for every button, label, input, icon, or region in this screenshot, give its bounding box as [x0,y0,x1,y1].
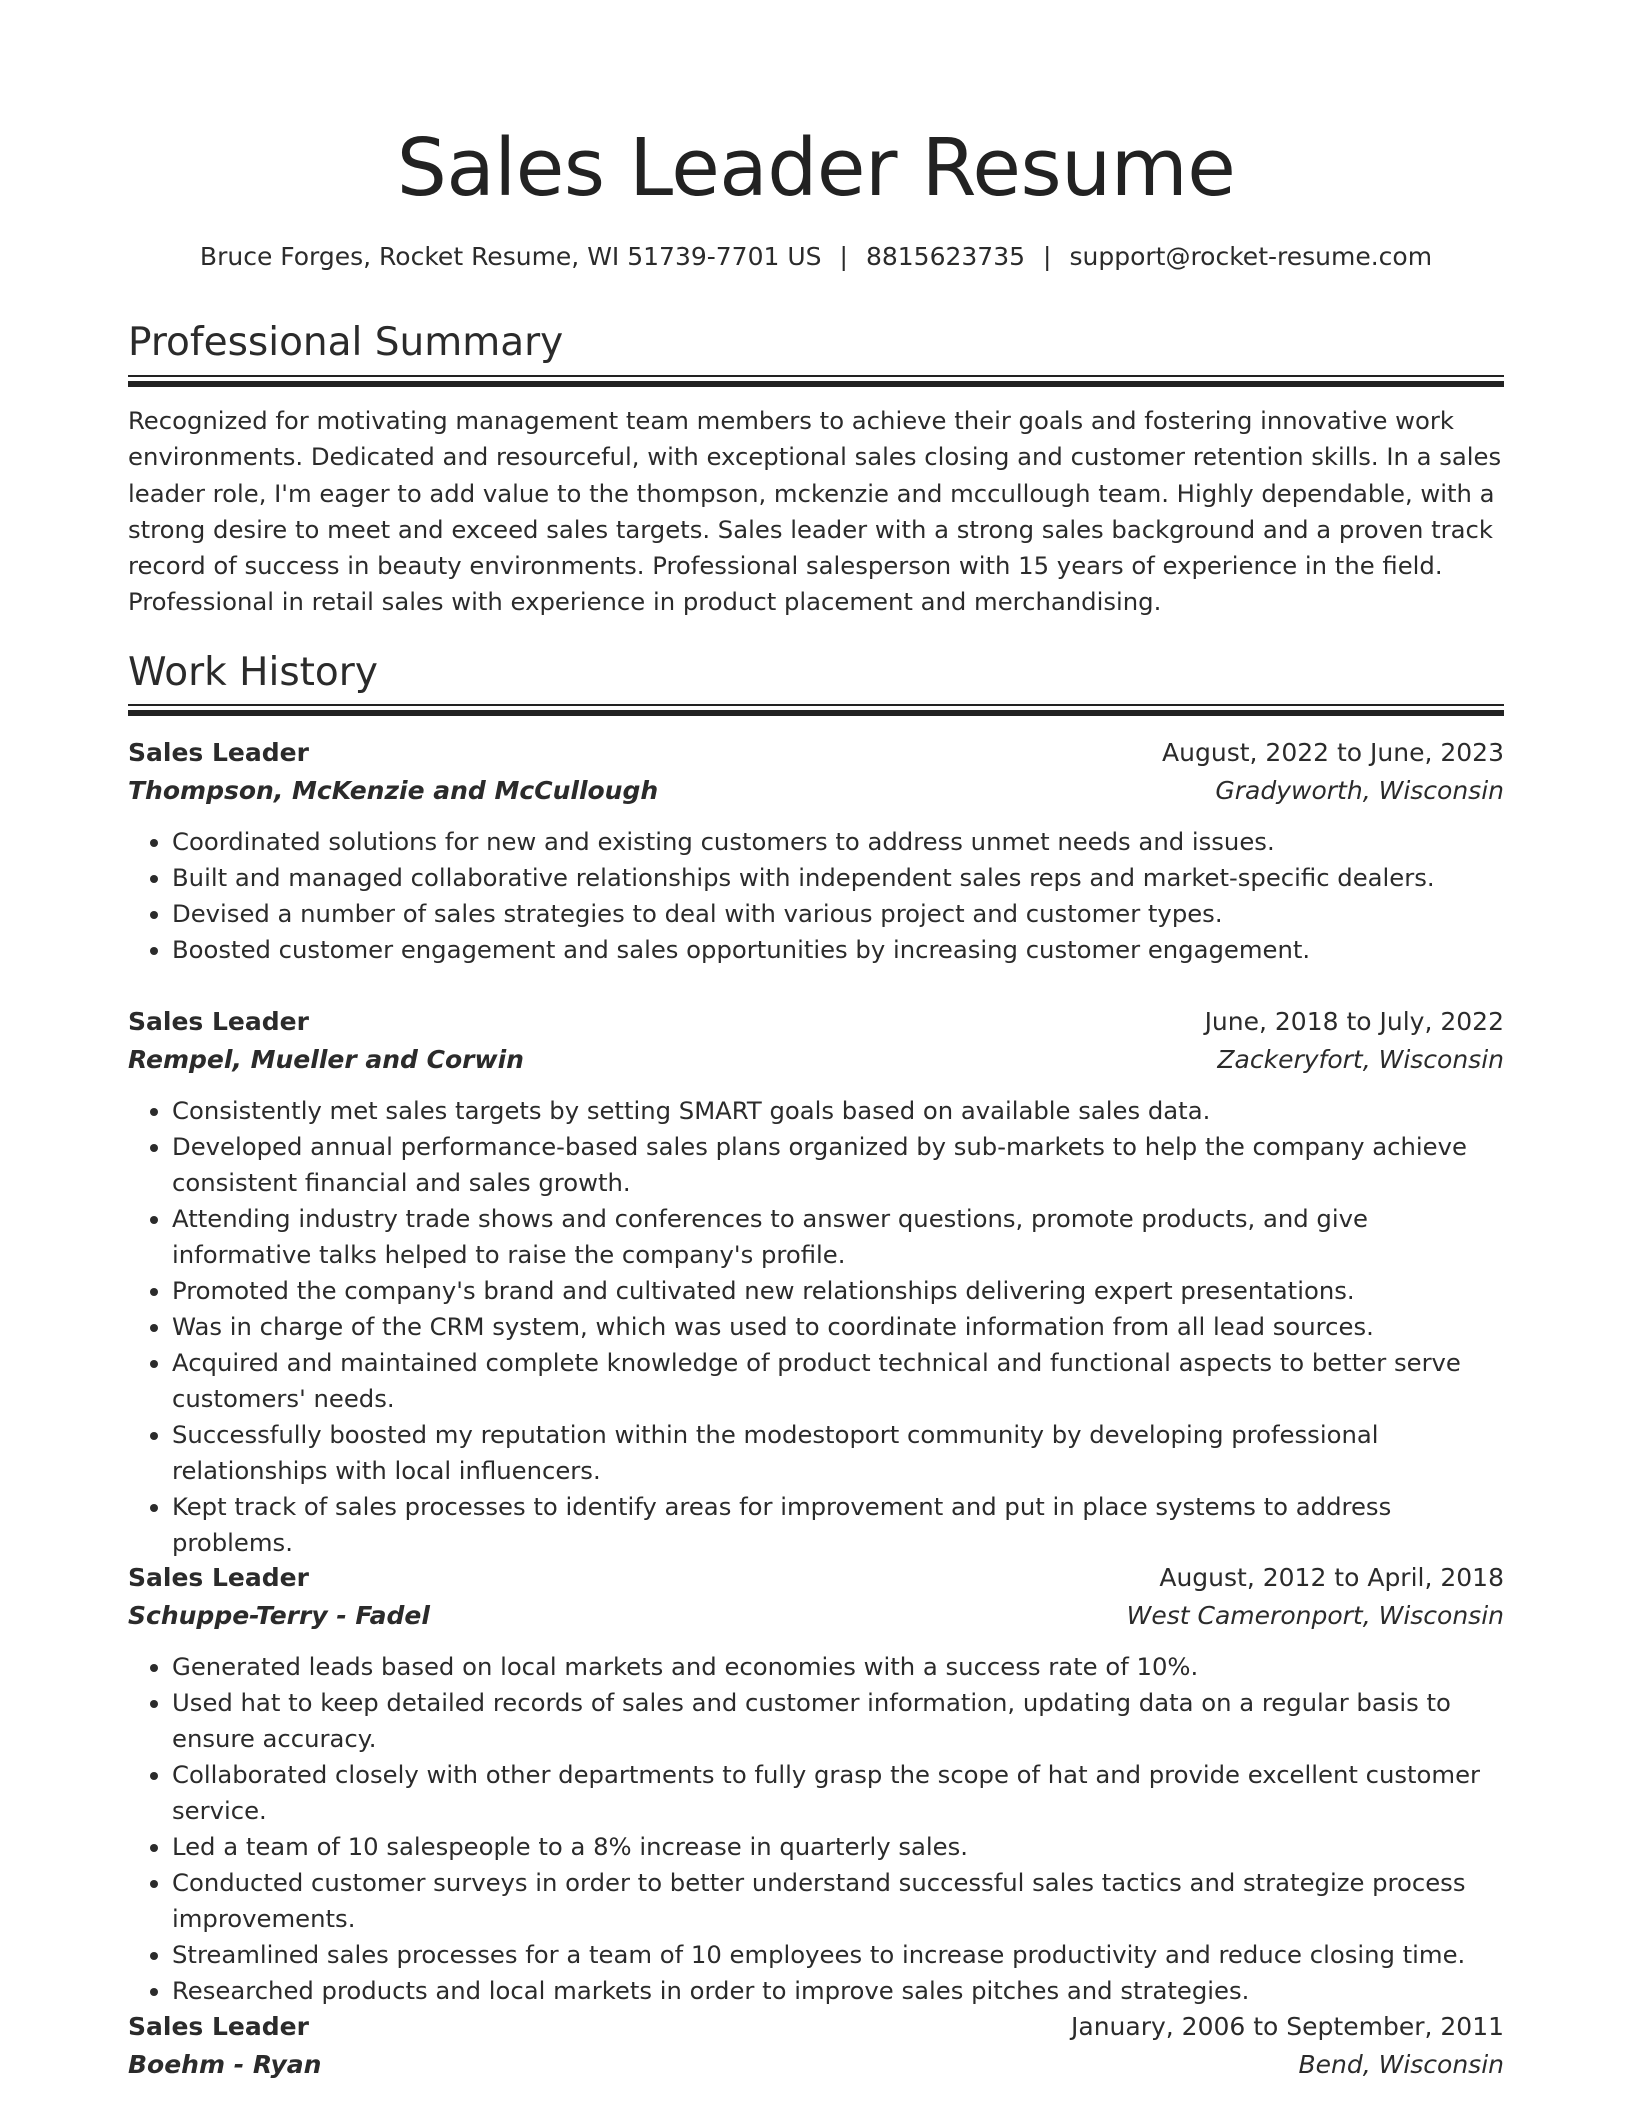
job-employer: Thompson, McKenzie and McCullough [128,776,659,805]
resume-title: Sales Leader Resume [396,122,1236,214]
job-bullet: • Developed annual performance-based sales plans organized by sub-markets to help the company achieve consistent financial and sales growth. [172,1129,1504,1201]
summary-text: Recognized for motivating management team members to achieve their goals and fostering innovative work environments. Dedicated and resourceful, with exceptional sales closing and customer retention skills. In a sales leader role, I'm eager to add value to the thompson, mckenzie and mccullough team. Highly dependable, with a strong desire to meet and exceed sales targets. Sales leader with a strong sales background and a proven track record of success in beauty environments. Professional salesperson with 15 years of experience in the field. Professional in retail sales with experience in product placement and merchandising. [128,406,1502,617]
job-bullet: • Promoted the company's brand and cultivated new relationships delivering expert presentations. [172,1273,1504,1309]
job-title: Sales Leader [128,1007,309,1036]
job-location: West Cameronport, Wisconsin [1126,1601,1504,1630]
job-employer: Rempel, Mueller and Corwin [128,1045,524,1074]
job-bullet: • Generated leads based on local markets and economies with a success rate of 10%. [172,1649,1504,1685]
job-employer: Schuppe-Terry - Fadel [128,1601,430,1630]
job-bullet: • Consistently met sales targets by setting SMART goals based on available sales data. [172,1093,1504,1129]
job-bullet: • Led a team of 10 salespeople to a 8% increase in quarterly sales. [172,1829,1504,1865]
job-header [128,734,1504,772]
job-header [128,1559,1504,1597]
contact-separator: | [839,242,848,271]
job-entry [128,1559,1504,2009]
job-header [128,1003,1504,1041]
summary-rule [128,375,1504,387]
job-bullets [128,1649,1504,2009]
job-title: Sales Leader [128,1563,309,1592]
job-bullet: • Built and managed collaborative relationships with independent sales reps and market-specific dealers. [172,860,1504,896]
job-bullet: • Devised a number of sales strategies to deal with various project and customer types. [172,896,1504,932]
job-title: Sales Leader [128,2012,309,2041]
job-entry [128,734,1504,968]
job-bullet: • Kept track of sales processes to identify areas for improvement and put in place systems to address problems. [172,1489,1504,1561]
work-history-heading: Work History [128,650,378,695]
job-subheader [128,2046,1504,2084]
contact-address: Bruce Forges, Rocket Resume, WI 51739-7701 US [199,242,822,271]
job-subheader [128,1041,1504,1079]
job-bullet: • Streamlined sales processes for a team of 10 employees to increase productivity and reduce closing time. [172,1937,1504,1973]
job-location: Gradyworth, Wisconsin [1215,776,1504,805]
job-bullet: • Collaborated closely with other departments to fully grasp the scope of hat and provide excellent customer service. [172,1757,1504,1829]
job-bullets [128,1093,1504,1561]
job-employer: Boehm - Ryan [128,2050,322,2079]
contact-phone: 8815623735 [865,242,1026,271]
job-subheader [128,772,1504,810]
job-bullet: • Researched products and local markets in order to improve sales pitches and strategies. [172,1973,1504,2009]
job-bullet: • Used hat to keep detailed records of sales and customer information, updating data on a regular basis to ensure accuracy. [172,1685,1504,1757]
job-dates: January, 2006 to September, 2011 [1071,2012,1504,2041]
job-entry [128,2008,1504,2084]
job-bullet: • Boosted customer engagement and sales opportunities by increasing customer engagement. [172,932,1504,968]
contact-email: support@rocket-resume.com [1069,242,1433,271]
job-title: Sales Leader [128,738,309,767]
job-header [128,2008,1504,2046]
job-bullet: • Conducted customer surveys in order to better understand successful sales tactics and strategize process improvements. [172,1865,1504,1937]
contact-line [128,237,1504,277]
job-location: Bend, Wisconsin [1298,2050,1504,2079]
job-dates: June, 2018 to July, 2022 [1204,1007,1504,1036]
job-subheader [128,1597,1504,1635]
work-history-rule [128,704,1504,716]
job-dates: August, 2012 to April, 2018 [1159,1563,1504,1592]
job-bullet: • Attending industry trade shows and conferences to answer questions, promote products, and give informative talks helped to raise the company's profile. [172,1201,1504,1273]
job-bullet: • Successfully boosted my reputation within the modestoport community by developing professional relationships with local influencers. [172,1417,1504,1489]
contact-separator: | [1043,242,1052,271]
job-bullets [128,824,1504,968]
job-dates: August, 2022 to June, 2023 [1162,738,1504,767]
job-bullet: • Was in charge of the CRM system, which was used to coordinate information from all lead sources. [172,1309,1504,1345]
job-entry [128,1003,1504,1561]
job-bullet: • Coordinated solutions for new and existing customers to address unmet needs and issues. [172,824,1504,860]
job-location: Zackeryfort, Wisconsin [1217,1045,1504,1074]
summary-heading: Professional Summary [128,320,564,365]
job-bullet: • Acquired and maintained complete knowledge of product technical and functional aspects to better serve customers' needs. [172,1345,1504,1417]
